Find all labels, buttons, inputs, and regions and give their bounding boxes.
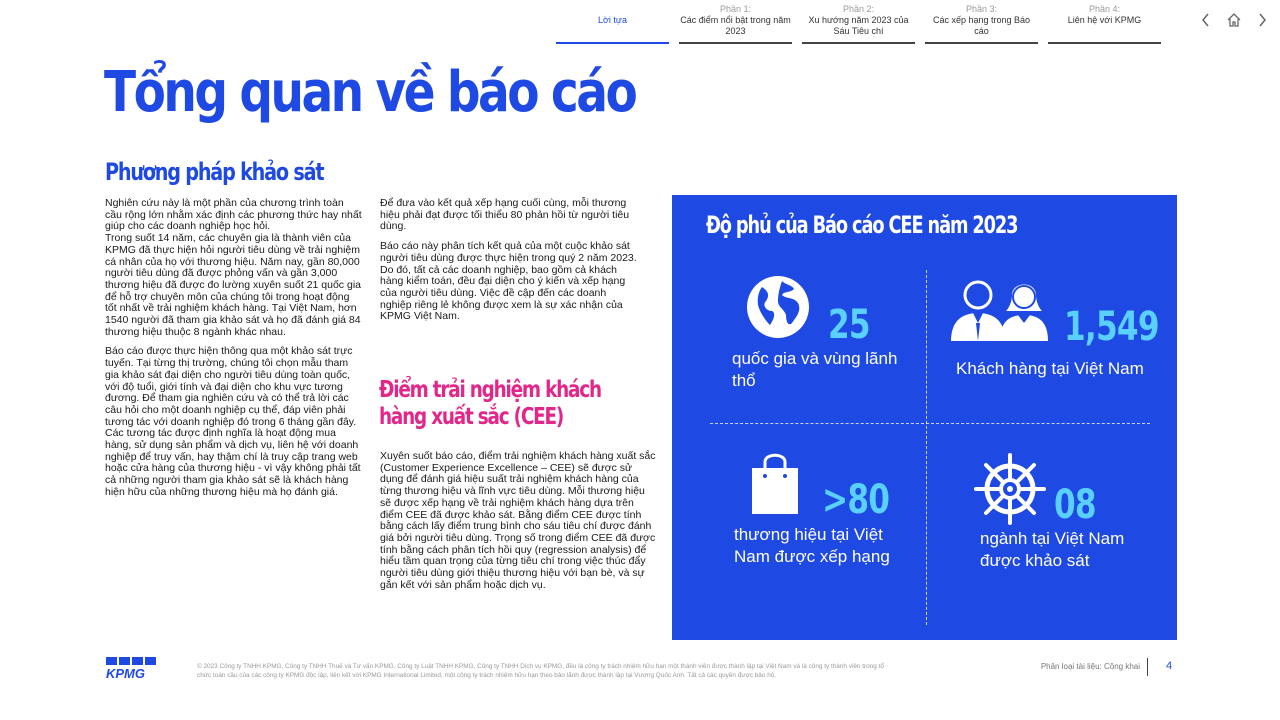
copyright-notice: © 2023 Công ty TNHH KPMG, Công ty TNHH Thuế và Tư vấn KPMG, Công ty Luật TNHH KPMG, Công ty TNHH Dịch vụ KPMG, đều là công ty trách nhiệm hữu hạn một thành viên được thành lập tại Việt Nam và là công ty thành viên trong tổ chức toàn cầu của các công ty KPMG độc lập, liên kết với KPMG International Limited, một công ty trách nhiệm hữu hạn theo bảo lãnh được thành lập tại Vương Quốc Anh. Tất cả các quyền được bảo hộ. — [197, 663, 884, 679]
body-paragraph: Để đưa vào kết quả xếp hạng cuối cùng, mỗi thương hiệu phải đạt được tối thiểu 80 phản hồi từ người tiêu dùng. — [380, 197, 630, 233]
body-paragraph: Xuyên suốt báo cáo, điểm trải nghiệm khách hàng xuất sắc (Customer Experience Excellence – CEE) sẽ được sử dụng để đánh giá hiệu suất trải nghiệm khách hàng của từng thương hiệu và lĩnh vực tiêu dùng. Mỗi thương hiệu sẽ được xếp hạng về trải nghiệm khách hàng dựa trên điểm CEE đã được khảo sát. Bằng điểm CEE được tính bằng cách lấy điểm trung bình cho sáu tiêu chí được đánh giá bởi người tiêu dùng. Trọng số trong điểm CEE đã được tính bằng cách phân tích hồi quy (regression analysis) để hiểu tầm quan trọng của từng tiêu chí trong việc thúc đẩy người tiêu dùng giới thiệu thương hiệu với bạn bè, và sự gắn kết với sản phẩm hoặc dịch vụ. — [380, 450, 656, 591]
nav-tab-underline — [556, 42, 669, 44]
chevron-right-icon[interactable] — [1252, 10, 1272, 30]
nav-tab-label: Xu hướng năm 2023 của Sáu Tiêu chí — [808, 15, 909, 36]
stat-label: ngành tại Việt Nam được khảo sát — [980, 529, 1125, 570]
body-paragraph: Báo cáo được thực hiện thông qua một khảo sát trực tuyến. Tại từng thị trường, chúng tôi chọn mẫu tham gia khảo sát đại diện cho người tiêu dùng toàn quốc, với độ tuổi, giới tính và đại diện cho khu vực tương đương. Để tham gia nghiên cứu và có thể trả lời các câu hỏi cho một doanh nghiệp cụ thể, đáp viên phải tương tác với doanh nghiệp đó trong 6 tháng gần đây. Các tương tác được định nghĩa là hoạt động mua hàng, sử dụng sản phẩm và dịch vụ, liên hệ với doanh nghiệp để truy vấn, hay thậm chí là truy cập trang web hoặc cửa hàng của thương hiệu - vì vậy không phải tất cả những người tham gia khảo sát sẽ là khách hàng hiện hữu của những thương hiệu mà họ đánh giá. — [105, 345, 361, 498]
stat-value: 25 — [828, 302, 870, 348]
method-text-column — [105, 198, 362, 507]
people-icon — [948, 275, 1060, 348]
nav-tab-underline — [802, 42, 915, 44]
stat-value: >80 — [822, 477, 890, 523]
nav-tab-label: Các xếp hạng trong Báo cáo — [932, 15, 1031, 36]
nav-tab-part-2[interactable] — [802, 4, 915, 44]
page-number: 4 — [1166, 660, 1173, 672]
nav-tab-underline — [1048, 42, 1161, 44]
body-paragraph: Trong suốt 14 năm, các chuyên gia là thành viên của KPMG đã thực hiện hỏi người tiêu dùng về trải nghiệm cá nhân của họ với thương hiệu. Năm nay, gần 80,000 người tiêu dùng đã được phỏng vấn và gần 3,000 thương hiệu đã được đo lường xuyên suốt 21 quốc gia để hỗ trợ chuyên môn của chúng tôi trong hoạt động tốt nhất về trải nghiệm khách hàng. Tại Việt Nam, hơn 1540 người đã tham gia khảo sát và họ đã đánh giá 84 thương hiệu thuộc 8 ngành khác nhau. — [105, 232, 361, 338]
coverage-panel-title: Độ phủ của Báo cáo CEE năm 2023 — [706, 211, 1018, 239]
body-paragraph: Báo cáo này phân tích kết quả của một cuộc khảo sát người tiêu dùng được thực hiện trong quý 2 năm 2023. Do đó, tất cả các doanh nghiệp, bao gồm cả khách hàng kiểm toán, đều đại diện cho ý kiến và xếp hạng của người tiêu dùng. Việc đề cập đến các doanh nghiệp riêng lẻ không được xem là sự xác nhận của KPMG Việt Nam. — [380, 240, 637, 323]
shopping-bag-icon — [750, 450, 800, 519]
nav-tab-part: Phần 4: — [1088, 4, 1121, 14]
chevron-left-icon[interactable] — [1196, 10, 1216, 30]
kpmg-logo — [106, 657, 156, 684]
ranking-text-column — [380, 198, 640, 331]
panel-divider-vertical — [926, 270, 927, 625]
nav-tab-part-4[interactable] — [1048, 4, 1161, 44]
ship-wheel-icon — [974, 453, 1046, 530]
stat-label: thương hiệu tại Việt Nam được xếp hạng — [734, 525, 890, 566]
nav-tab-underline — [925, 42, 1038, 44]
nav-tab-underline — [679, 42, 792, 44]
nav-tab-part: Phần 1: — [719, 4, 752, 14]
nav-controls — [1196, 10, 1272, 30]
stat-value: 1,549 — [1064, 304, 1159, 350]
nav-tab-part: Phần 2: — [842, 4, 875, 14]
nav-tab-part: Phần 3: — [965, 4, 998, 14]
globe-icon — [744, 273, 812, 346]
nav-tab-foreword[interactable] — [556, 4, 669, 44]
kpmg-logo-text: KPMG — [106, 666, 145, 679]
body-paragraph: Nghiên cứu này là một phần của chương trình toàn cầu rộng lớn nhằm xác định các phương thức hay nhất giúp cho các doanh nghiệp học hỏi. — [105, 197, 362, 233]
home-icon[interactable] — [1224, 10, 1244, 30]
stat-label: Khách hàng tại Việt Nam — [956, 359, 1144, 378]
nav-tab-part-1[interactable] — [679, 4, 792, 44]
cee-heading: Điểm trải nghiệm khách hàng xuất sắc (CEE) — [379, 377, 601, 430]
stat-value: 08 — [1054, 482, 1096, 528]
page-title: Tổng quan về báo cáo — [104, 60, 636, 125]
document-classification: Phân loại tài liệu: Công khai — [1040, 662, 1140, 671]
nav-tab-part-3[interactable] — [925, 4, 1038, 44]
nav-tab-label: Lời tựa — [598, 15, 627, 25]
nav-tab-label: Các điểm nổi bật trong năm 2023 — [680, 15, 791, 36]
footer-divider — [1147, 658, 1148, 676]
panel-divider-horizontal — [710, 423, 1150, 424]
stat-label: quốc gia và vùng lãnh thổ — [732, 349, 898, 390]
survey-method-heading: Phương pháp khảo sát — [105, 158, 324, 186]
cee-text-column — [380, 451, 656, 599]
coverage-panel — [672, 195, 1177, 640]
nav-tab-label: Liên hệ với KPMG — [1067, 15, 1142, 25]
